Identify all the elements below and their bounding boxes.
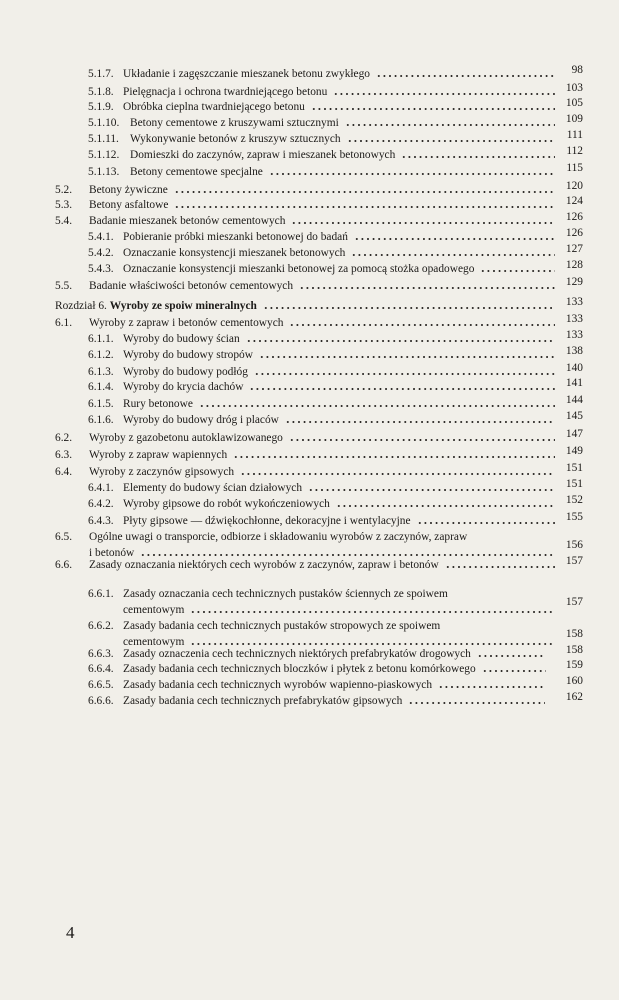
page-ref: 140: [565, 362, 583, 374]
chapter-label: Rozdział 6.: [55, 300, 107, 312]
leader-dots: [345, 117, 555, 127]
leader-dots: [299, 280, 555, 290]
entry-title: Ogólne uwagi o transporcie, odbiorze i składowaniu wyrobów z zaczynów, zapraw: [89, 531, 468, 543]
entry-number: 6.3.: [55, 449, 73, 461]
entry-number: 5.1.12.: [88, 149, 120, 161]
entry-number: 6.1.2.: [88, 349, 114, 361]
page-ref: 157: [565, 555, 583, 567]
entry-number: 5.4.: [55, 215, 73, 227]
entry-title-continued: cementowym: [123, 636, 185, 648]
page-ref: 133: [565, 313, 583, 325]
leader-dots: [174, 199, 555, 209]
page-ref: 126: [565, 211, 583, 223]
entry-title: Wyroby z gazobetonu autoklawizowanego: [89, 432, 283, 444]
entry-number: 6.4.1.: [88, 482, 114, 494]
entry-number: 6.4.2.: [88, 498, 114, 510]
page-ref: 103: [565, 82, 583, 94]
entry-title: Zasady badania cech technicznych pustaków stropowych ze spoiwem: [123, 620, 441, 632]
entry-number: 6.4.3.: [88, 515, 114, 527]
entry-title: Domieszki do zaczynów, zapraw i mieszanek betonowych: [130, 149, 396, 161]
page-ref: 152: [565, 494, 583, 506]
leader-dots: [480, 263, 555, 273]
page-ref: 120: [565, 180, 583, 192]
entry-title: Wykonywanie betonów z kruszyw sztucznych: [130, 133, 341, 145]
page-ref: 151: [565, 478, 583, 490]
page-ref: 162: [565, 691, 583, 703]
leader-dots: [445, 559, 555, 569]
entry-title: Oznaczanie konsystencji mieszanki betonowej za pomocą stożka opadowego: [123, 263, 475, 275]
entry-number: 6.6.3.: [88, 648, 114, 660]
entry-title: [55, 300, 257, 313]
entry-title: Zasady oznaczania niektórych cech wyrobów z zaczynów, zapraw i betonów: [89, 559, 439, 571]
leader-dots: [336, 498, 555, 508]
entry-title: Betony asfaltowe: [89, 199, 169, 211]
entry-number: 5.1.13.: [88, 166, 120, 178]
leader-dots: [438, 679, 545, 689]
page-number: 4: [66, 923, 75, 942]
page-ref: 160: [565, 675, 583, 687]
page-ref: 109: [565, 113, 583, 125]
leader-dots: [311, 101, 555, 111]
entry-title: Wyroby z zapraw i betonów cementowych: [89, 317, 284, 329]
page-ref: 141: [565, 377, 583, 389]
leader-dots: [347, 133, 555, 143]
page-ref: 151: [565, 462, 583, 474]
entry-number: 5.4.1.: [88, 231, 114, 243]
entry-title: Betony cementowe specjalne: [130, 166, 263, 178]
entry-title: Elementy do budowy ścian działowych: [123, 482, 303, 494]
leader-dots: [401, 149, 555, 159]
leader-dots: [263, 300, 555, 310]
entry-title: Wyroby do budowy dróg i placów: [123, 414, 279, 426]
entry-number: 5.1.8.: [88, 86, 114, 98]
page-ref: 147: [565, 428, 583, 440]
entry-number: 6.1.6.: [88, 414, 114, 426]
page-ref: 105: [565, 97, 583, 109]
entry-title: Zasady oznaczania cech technicznych pustaków ściennych ze spoiwem: [123, 588, 448, 600]
entry-title: Zasady badania cech technicznych bloczków i płytek z betonu komórkowego: [123, 663, 476, 675]
entry-number: 6.1.: [55, 317, 73, 329]
entry-title-continued: i betonów: [89, 547, 135, 559]
entry-title: Oznaczanie konsystencji mieszanek betonowych: [123, 247, 346, 259]
page-ref: 112: [566, 145, 583, 157]
entry-number: 6.1.3.: [88, 366, 114, 378]
chapter-title: Wyroby ze spoiw mineralnych: [109, 300, 257, 312]
entry-title: Rury betonowe: [123, 398, 193, 410]
leader-dots: [285, 414, 555, 424]
entry-number: 6.6.6.: [88, 695, 114, 707]
entry-number: 6.1.1.: [88, 333, 114, 345]
entry-number: 6.6.1.: [88, 588, 114, 600]
entry-title: Pielęgnacja i ochrona twardniejącego betonu: [123, 86, 328, 98]
toc-entry: [0, 555, 619, 589]
page-ref: 158: [565, 628, 583, 640]
page-ref: 115: [566, 162, 583, 174]
page-ref: 128: [565, 259, 583, 271]
leader-dots: [408, 695, 545, 705]
leader-dots: [333, 86, 555, 96]
entry-number: 5.1.11.: [88, 133, 119, 145]
entry-number: 5.1.7.: [88, 68, 114, 80]
toc-entry: [0, 531, 619, 561]
leader-dots: [254, 366, 555, 376]
page-ref: 124: [565, 195, 583, 207]
page-ref: 159: [565, 659, 583, 671]
leader-dots: [291, 215, 555, 225]
entry-title: Płyty gipsowe — dźwiękochłonne, dekoracyjne i wentylacyjne: [123, 515, 411, 527]
page-ref: 138: [565, 345, 583, 357]
page-ref: 133: [565, 329, 583, 341]
page-ref: 155: [565, 511, 583, 523]
entry-title: Badanie mieszanek betonów cementowych: [89, 215, 286, 227]
entry-number: 6.1.5.: [88, 398, 114, 410]
entry-number: 5.2.: [55, 184, 73, 196]
toc-entry: [0, 588, 619, 618]
page-ref: 145: [565, 410, 583, 422]
toc-entry: [0, 691, 619, 725]
leader-dots: [249, 381, 555, 391]
entry-title: Zasady badania cech technicznych wyrobów wapienno-piaskowych: [123, 679, 433, 691]
entry-title: Wyroby z zaczynów gipsowych: [89, 466, 235, 478]
leader-dots: [269, 166, 555, 176]
leader-dots: [190, 636, 555, 646]
entry-title: Wyroby do budowy podłóg: [123, 366, 248, 378]
page-ref: 127: [565, 243, 583, 255]
leader-dots: [289, 432, 555, 442]
leader-dots: [233, 449, 555, 459]
page-ref: 158: [565, 644, 583, 656]
entry-title: Zasady badania cech technicznych prefabrykatów gipsowych: [123, 695, 403, 707]
entry-number: 6.6.: [55, 559, 73, 571]
entry-title: Betony cementowe z kruszywami sztucznymi: [130, 117, 339, 129]
entry-title: Betony żywiczne: [89, 184, 168, 196]
leader-dots: [354, 231, 555, 241]
entry-title: Wyroby gipsowe do robót wykończeniowych: [123, 498, 330, 510]
leader-dots: [259, 349, 555, 359]
page-ref: 156: [565, 539, 583, 551]
leader-dots: [199, 398, 555, 408]
entry-number: 6.6.2.: [88, 620, 114, 632]
entry-title: Wyroby do krycia dachów: [123, 381, 244, 393]
leader-dots: [240, 466, 555, 476]
entry-number: 5.1.9.: [88, 101, 114, 113]
entry-number: 6.1.4.: [88, 381, 114, 393]
entry-title: Obróbka cieplna twardniejącego betonu: [123, 101, 305, 113]
leader-dots: [246, 333, 555, 343]
page-ref: 149: [565, 445, 583, 457]
entry-title: Wyroby do budowy stropów: [123, 349, 253, 361]
entry-title: Badanie właściwości betonów cementowych: [89, 280, 294, 292]
entry-number: 5.3.: [55, 199, 73, 211]
leader-dots: [417, 515, 555, 525]
page-ref: 126: [565, 227, 583, 239]
leader-dots: [482, 663, 546, 673]
leader-dots: [351, 247, 555, 257]
entry-number: 6.4.: [55, 466, 73, 478]
page-ref: 111: [566, 129, 583, 141]
leader-dots: [174, 184, 555, 194]
entry-title: Pobieranie próbki mieszanki betonowej do badań: [123, 231, 348, 243]
entry-title: Zasady oznaczenia cech technicznych niektórych prefabrykatów drogowych: [123, 648, 471, 660]
entry-number: 5.1.10.: [88, 117, 120, 129]
page-ref: 98: [571, 64, 583, 76]
entry-number: 5.4.3.: [88, 263, 114, 275]
entry-number: 6.6.5.: [88, 679, 114, 691]
entry-number: 5.5.: [55, 280, 73, 292]
page-ref: 144: [565, 394, 583, 406]
entry-title-continued: cementowym: [123, 604, 185, 616]
entry-number: 6.2.: [55, 432, 73, 444]
entry-number: 5.4.2.: [88, 247, 114, 259]
entry-title: Układanie i zagęszczanie mieszanek betonu zwykłego: [123, 68, 371, 80]
entry-title: Wyroby do budowy ścian: [123, 333, 240, 345]
page-ref: 129: [565, 276, 583, 288]
toc-entry: [0, 620, 619, 650]
leader-dots: [308, 482, 555, 492]
leader-dots: [289, 317, 555, 327]
leader-dots: [190, 604, 555, 614]
entry-title: Wyroby z zapraw wapiennych: [89, 449, 228, 461]
leader-dots: [376, 68, 555, 78]
page-ref: 157: [565, 596, 583, 608]
leader-dots: [477, 648, 546, 658]
entry-number: 6.6.4.: [88, 663, 114, 675]
entry-number: 6.5.: [55, 531, 73, 543]
leader-dots: [140, 547, 555, 557]
page-ref: 133: [565, 296, 583, 308]
